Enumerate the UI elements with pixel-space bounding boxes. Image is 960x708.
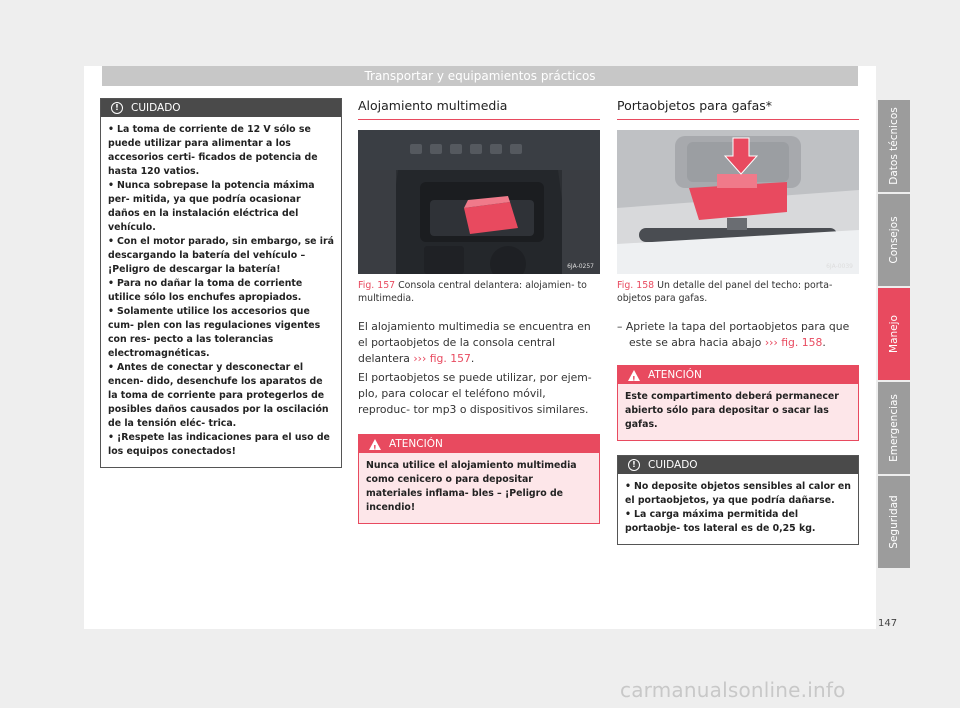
figure-label: Fig. 157: [358, 280, 396, 291]
figure-158-roof-panel-image: [617, 130, 859, 274]
caution-list: [618, 474, 858, 544]
caution-label: CUIDADO: [648, 459, 698, 471]
section-title-glasses-holder: Portaobjetos para gafas*: [617, 98, 859, 120]
warning-header: [618, 366, 858, 384]
warning-label: ATENCIÓN: [648, 369, 702, 381]
figure-caption: [617, 279, 859, 305]
tab-seguridad[interactable]: Seguridad: [878, 476, 910, 568]
tab-datos-tecnicos[interactable]: Datos técnicos: [878, 100, 910, 192]
paragraph: El portaobjetos se puede utilizar, por ejem- plo, para colocar el teléfono móvil, reproduc- tor mp3 o dispositivos similares.: [358, 371, 592, 416]
warning-label: ATENCIÓN: [389, 438, 443, 450]
section-title-multimedia: Alojamiento multimedia: [358, 98, 600, 120]
info-circle-icon: !: [111, 102, 123, 114]
chapter-tabs: [878, 100, 910, 570]
figure-157-console-image: [358, 130, 600, 274]
caution-label: CUIDADO: [131, 102, 181, 114]
list-item: • Solamente utilice los accesorios que cum- plen con las regulaciones vigentes con res- pecto a las tolerancias electromagnéticas.: [108, 306, 321, 359]
warning-box: [617, 365, 859, 441]
watermark: carmanualsonline.info: [620, 678, 846, 702]
figure-caption: [358, 279, 600, 305]
list-item: • Para no dañar la toma de corriente utilice sólo los enchufes apropiados.: [108, 278, 303, 303]
warning-triangle-icon: !: [369, 439, 381, 450]
list-item: • No deposite objetos sensibles al calor en el portaobjetos, ya que podría dañarse.: [625, 481, 851, 506]
list-item: • La toma de corriente de 12 V sólo se puede utilizar para alimentar a los accesorios certi- ficados de potencia de hasta 120 vatios.: [108, 124, 318, 177]
tab-emergencias[interactable]: Emergencias: [878, 382, 910, 474]
warning-text: Este compartimento deberá permanecer abierto sólo para depositar o sacar las gafas.: [625, 391, 839, 430]
figure-label: Fig. 158: [617, 280, 655, 291]
caution-header: [618, 456, 858, 474]
caution-header: [101, 99, 341, 117]
list-item: • Con el motor parado, sin embargo, se irá descargando la batería del vehículo – ¡Peligro de descargar la batería!: [108, 236, 334, 275]
warning-text: Nunca utilice el alojamiento multimedia como cenicero o para depositar materiales inflama- bles – ¡Peligro de incendio!: [366, 460, 577, 513]
right-column: [617, 98, 859, 545]
chapter-header: Transportar y equipamientos prácticos: [102, 66, 858, 86]
warning-triangle-icon: !: [628, 370, 640, 381]
tab-manejo[interactable]: Manejo: [878, 288, 910, 380]
figure-link[interactable]: ››› fig. 158: [764, 336, 823, 349]
paragraph: El alojamiento multimedia se encuentra en el portaobjetos de la consola central delantera ››› fig. 157.: [358, 320, 591, 365]
figure-code: 6JA-0039: [826, 263, 853, 270]
warning-header: [359, 435, 599, 453]
warning-box: [358, 434, 600, 524]
left-column: [100, 98, 342, 468]
caution-list: [101, 117, 341, 467]
list-item: • ¡Respete las indicaciones para el uso de los equipos conectados!: [108, 432, 330, 457]
page-number: 147: [878, 618, 898, 629]
figure-link[interactable]: ››› fig. 157: [413, 352, 471, 365]
list-item: • La carga máxima permitida del portaobje- tos lateral es de 0,25 kg.: [625, 509, 816, 534]
list-item: • Nunca sobrepase la potencia máxima per- mitida, ya que podría ocasionar daños en la instalación eléctrica del vehículo.: [108, 180, 315, 233]
instruction-step: – Apriete la tapa del portaobjetos para que este se abra hacia abajo ››› fig. 158.: [617, 320, 850, 349]
tab-consejos[interactable]: Consejos: [878, 194, 910, 286]
figure-code: 6JA-0257: [567, 263, 594, 270]
middle-column: [358, 98, 600, 524]
figure-caption-text: Un detalle del panel del techo: porta- objetos para gafas.: [617, 280, 833, 304]
caution-box: [617, 455, 859, 545]
list-item: • Antes de conectar y desconectar el encen- dido, desenchufe los aparatos de la toma de corriente para protegerlos de posibles daños causados por la oscilación de la tensión eléc- trica.: [108, 362, 329, 429]
info-circle-icon: !: [628, 459, 640, 471]
caution-box: [100, 98, 342, 468]
figure-caption-text: Consola central delantera: alojamien- to multimedia.: [358, 280, 587, 304]
